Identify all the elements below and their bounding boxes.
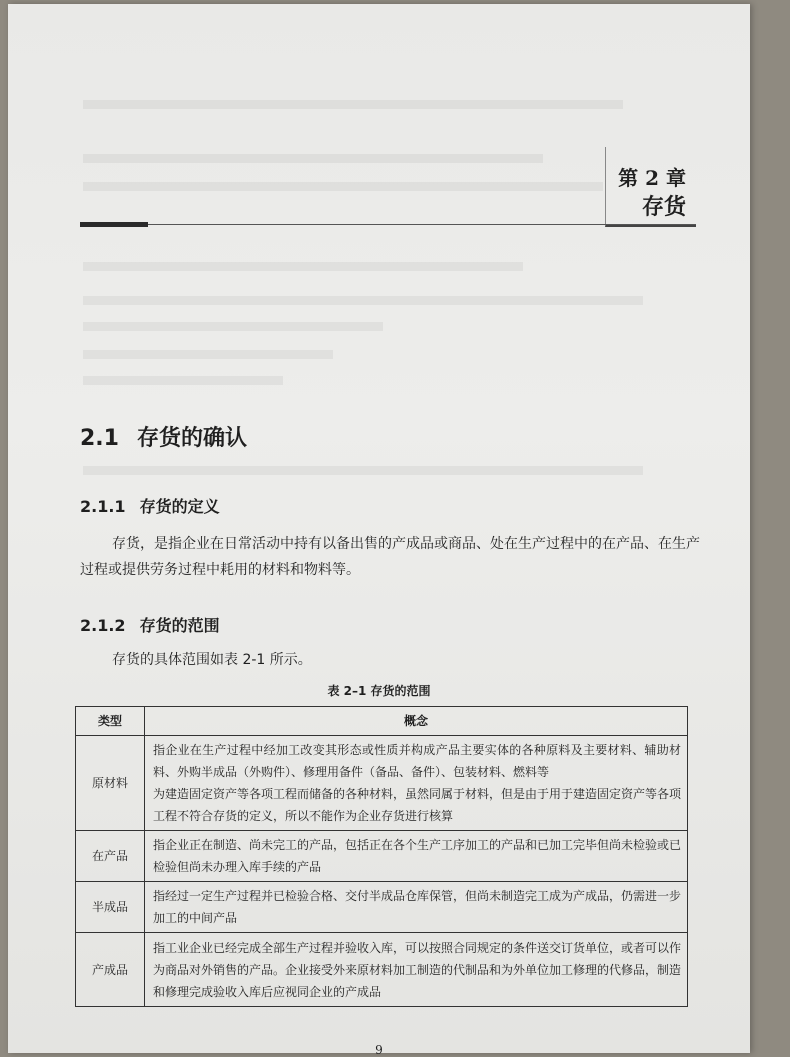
concept-cell: 指经过一定生产过程并已检验合格、交付半成品仓库保管，但尚未制造完工成为产成品，仍需进一步加工的中间产品 (145, 882, 688, 933)
table-row (76, 736, 688, 831)
type-cell: 半成品 (76, 882, 145, 933)
concept-cell: 指企业正在制造、尚未完工的产品，包括正在各个生产工序加工的产品和已加工完毕但尚未检验或已检验但尚未办理入库手续的产品 (145, 831, 688, 882)
subsection-title: 存货的范围 (139, 616, 220, 635)
show-through-text (83, 296, 643, 305)
header-rule-thin (148, 224, 696, 225)
book-page (8, 4, 750, 1057)
show-through-text (83, 350, 333, 359)
concept-cell: 指工业企业已经完成全部生产过程并验收入库，可以按照合同规定的条件送交订货单位，或者可以作为商品对外销售的产品。企业接受外来原材料加工制造的代制品和为外单位加工修理的代修品，制造和修理完成验收入库后应视同企业的产成品 (145, 933, 688, 1007)
column-header-type: 类型 (76, 707, 145, 736)
subsection-number: 2.1.2 (80, 616, 126, 635)
concept-note: 为建造固定资产等各项工程而储备的各种材料，虽然同属于材料，但是由于用于建造固定资产等各项工程不符合存货的定义，所以不能作为企业存货进行核算 (153, 787, 682, 823)
show-through-text (83, 262, 523, 271)
subsection-title: 存货的定义 (139, 497, 220, 516)
show-through-text (83, 466, 643, 475)
show-through-text (83, 182, 603, 191)
table-caption: 表 2–1 存货的范围 (327, 684, 431, 698)
section-heading (80, 421, 247, 452)
table-row (76, 831, 688, 882)
show-through-text (83, 100, 623, 109)
chapter-header (605, 147, 696, 227)
show-through-text (83, 376, 283, 385)
table-header-row (76, 707, 688, 736)
chapter-title: 存货 (641, 194, 686, 220)
type-cell: 在产品 (76, 831, 145, 882)
table-row (76, 882, 688, 933)
type-cell: 原材料 (76, 736, 145, 831)
definition-paragraph: 存货，是指企业在日常活动中持有以备出售的产成品或商品、处在生产过程中的在产品、在生产过程或提供劳务过程中耗用的材料和物料等。 (80, 536, 700, 578)
subsection-heading-scope (80, 613, 220, 636)
section-title: 存货的确认 (136, 426, 247, 451)
concept-text: 指企业在生产过程中经加工改变其形态或性质并构成产品主要实体的各种原料及主要材料、辅助材料、外购半成品（外购件）、修理用备件（备品、备件）、包装材料、燃料等 (153, 743, 681, 779)
type-cell: 产成品 (76, 933, 145, 1007)
table-row (76, 933, 688, 1007)
inventory-scope-table (75, 706, 688, 1007)
column-header-concept: 概念 (145, 707, 688, 736)
subsection-heading-definition (80, 494, 220, 517)
subsection-number: 2.1.1 (80, 497, 126, 516)
scope-paragraph: 存货的具体范围如表 2-1 所示。 (112, 652, 312, 668)
show-through-text (83, 322, 383, 331)
concept-cell (145, 736, 688, 831)
page-number: 9 (375, 1043, 383, 1057)
show-through-text (83, 154, 543, 163)
chapter-number: 第 2 章 (618, 166, 686, 190)
header-rule-thick (80, 222, 148, 227)
section-number: 2.1 (80, 426, 119, 451)
